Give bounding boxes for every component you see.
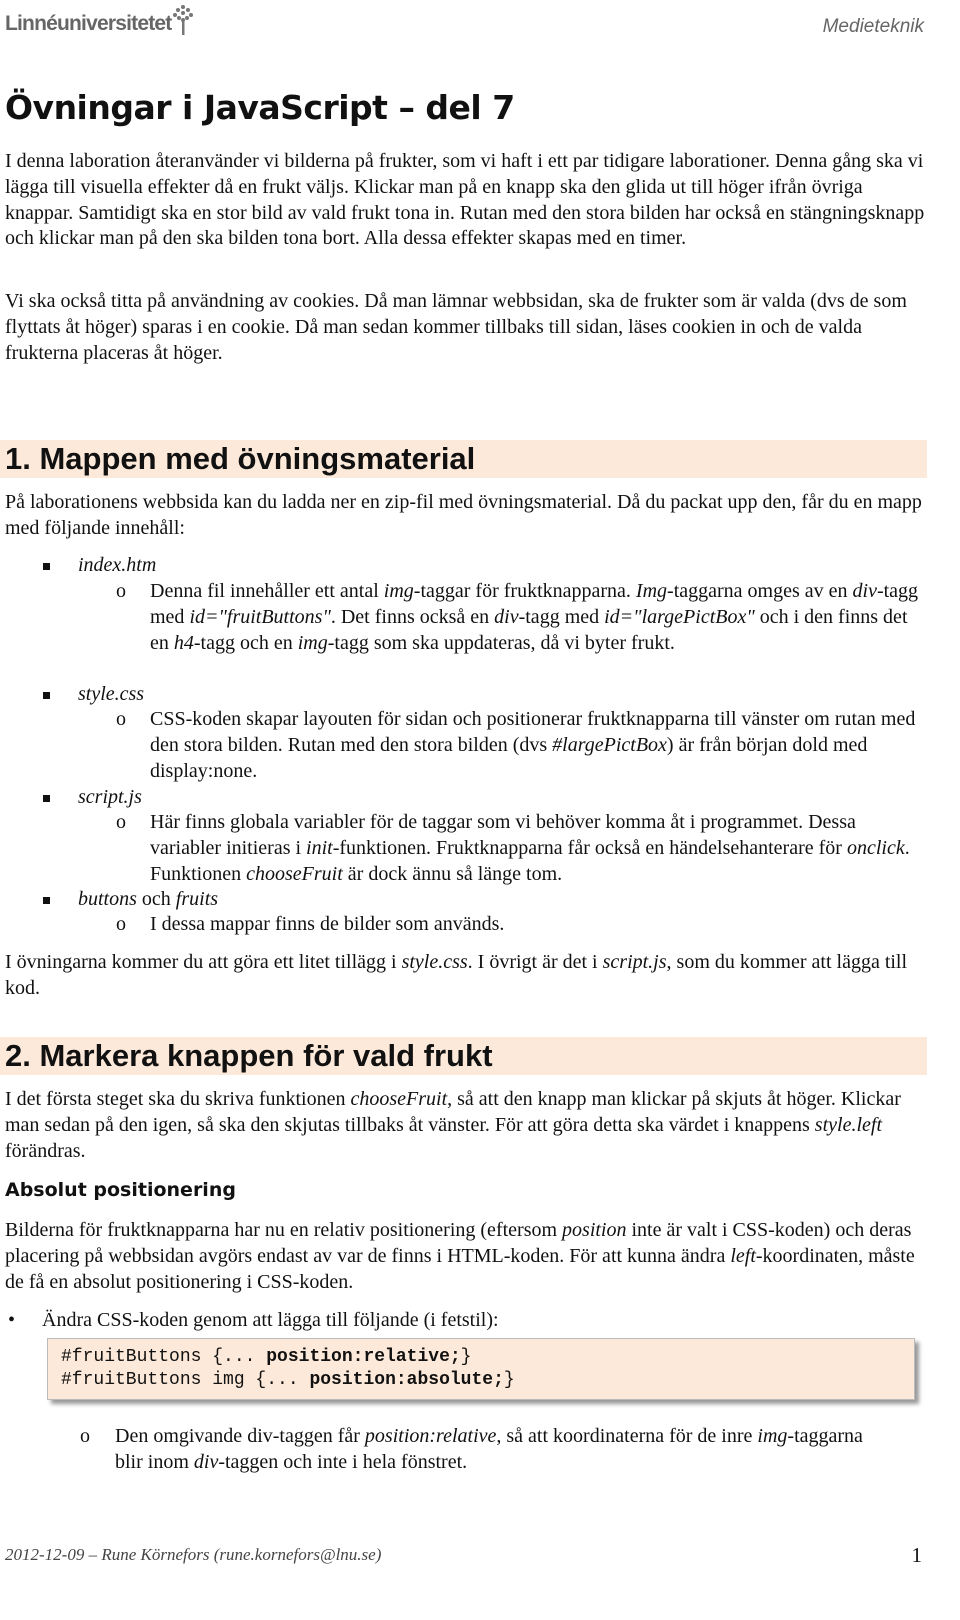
text-run: förändras. [5, 1139, 86, 1162]
footer-text: 2012-12-09 – Rune Körnefors (rune.kornefors@lnu.se) [5, 1545, 382, 1564]
sub-bullet: o [116, 708, 126, 730]
page-number: 1 [911, 1543, 922, 1567]
text-run: Denna fil innehåller ett antal [150, 580, 384, 602]
text-run: chooseFruit [350, 1088, 448, 1110]
tree-icon [171, 4, 195, 36]
text-run: Img [635, 580, 668, 602]
section-2-intro [5, 1087, 930, 1164]
file-list-item-label [78, 785, 142, 811]
text-run: #largePictBox [552, 733, 667, 756]
text-run: position [562, 1219, 627, 1241]
text-run: , som du kommer att lägga till kod. [5, 951, 908, 999]
bullet: • [8, 1309, 16, 1331]
page-title: Övningar i JavaScript – del 7 [5, 88, 515, 127]
square-bullet-icon [43, 795, 50, 802]
text-run: ) är från början dold med display:none. [150, 733, 868, 782]
text-run: chooseFruit [246, 862, 343, 885]
text-run: id="largePictBox" [604, 605, 755, 628]
text-run: -tagg med [518, 605, 605, 628]
text-run: Här finns globala variabler för de taggar som vi behöver komma åt i programmet. Dessa variabler initieras i [150, 811, 856, 859]
file-list-item-label [78, 553, 156, 579]
subheading-absolute-positioning: Absolut positionering [5, 1179, 236, 1201]
text-run: id="fruitButtons" [189, 605, 331, 628]
text-run: img [757, 1425, 788, 1447]
file-list-item-desc [150, 579, 920, 656]
file-list-item-desc [150, 707, 920, 784]
section-1-outro [5, 950, 930, 1002]
sub-bullet: o [116, 580, 126, 602]
sub-bullet: o [116, 811, 126, 833]
text-run: I övningarna kommer du att göra ett litet tillägg i [5, 951, 402, 973]
code-line [61, 1369, 914, 1392]
section-2-heading: 2. Markera knappen för vald frukt [0, 1037, 927, 1075]
text-run: . I övrigt är det i [467, 951, 603, 973]
file-list-item-label [78, 682, 144, 708]
sub-bullet-text [115, 1424, 895, 1476]
code-block [47, 1338, 915, 1400]
text-run: -funktionen. Fruktknapparna får också en händelsehanterare för [332, 836, 847, 859]
text-run: -tagg med [150, 580, 919, 628]
text-run: -koordinaten, måste de få en absolut positionering i CSS-koden. [5, 1244, 915, 1293]
text-run: position:absolute; [309, 1370, 504, 1390]
text-run: buttons [78, 888, 137, 910]
text-run: script.js [602, 951, 667, 973]
text-run: } [460, 1347, 472, 1367]
text-run: position:relative [364, 1425, 497, 1447]
text-run: Bilderna för fruktknapparna har nu en relativ positionering (eftersom [5, 1219, 563, 1241]
text-run: fruits [175, 888, 219, 910]
text-run: div [193, 1450, 219, 1473]
text-run: Den omgivande div-taggen får [115, 1425, 365, 1447]
text-run: #fruitButtons {... [61, 1347, 267, 1367]
code-line [61, 1346, 914, 1369]
text-run: I det första steget ska du skriva funktionen [5, 1088, 351, 1110]
text-run: style.css [78, 683, 145, 705]
text-run: Vi ska också titta på användning av cookies. Då man lämnar webbsidan, ska de frukter som är valda (dvs de som flyttats åt höger) sparas i en cookie. Då man sedan kommer tillbaks till sidan, läses cookien in och de valda frukterna placeras åt höger. [5, 290, 907, 364]
text-run: är dock ännu så länge tom. [342, 862, 563, 885]
section-1-heading: 1. Mappen med övningsmaterial [0, 440, 927, 478]
instruction-bullet [42, 1308, 499, 1334]
text-run: style.css [401, 951, 468, 973]
text-run: } [503, 1370, 515, 1390]
text-run: Ändra CSS-koden genom att lägga till följande (i fetstil): [42, 1309, 499, 1331]
text-run: -tagg som ska uppdateras, då vi byter frukt. [327, 631, 675, 654]
text-run: I denna laboration återanvänder vi bilderna på frukter, som vi haft i ett par tidigare laborationer. Denna gång ska vi lägga till visuella effekter då en frukt väljs. Klickar man på en knapp ska den glida ut till höger ifrån övriga knappar. Samtidigt ska en stor bild av vald frukt tona in. Rutan med den stora bilden har också en stängningsknapp och klickar man på den ska bilden tona bort. Alla dessa effekter skapas med en timer. [5, 150, 925, 250]
text-run: . Funktionen [150, 836, 910, 885]
intro-paragraph-2 [5, 289, 930, 366]
text-run: , så att den knapp man klickar på skjuts åt höger. Klickar man sedan på den igen, så ska den skjutas tillbaks åt vänster. För att göra detta ska värdet i knappens [5, 1088, 901, 1136]
text-run: inte är valt i CSS-koden) och deras placering på webbsidan avgörs endast av var de finns i HTML-koden. För att kunna ändra [5, 1219, 912, 1267]
text-run: img [383, 580, 414, 602]
text-run: -taggarna blir inom [115, 1425, 863, 1473]
text-run: position:relative; [266, 1347, 461, 1367]
file-list-item-desc [150, 912, 920, 938]
text-run: style.left [814, 1113, 882, 1136]
text-run: På laborationens webbsida kan du ladda ner en zip-fil med övningsmaterial. Då du packat upp den, får du en mapp med följande innehåll: [5, 491, 922, 539]
text-run: img [297, 631, 328, 654]
text-run: div [852, 580, 877, 602]
text-run: -taggarna omges av en [667, 580, 853, 602]
text-run: -taggar för fruktknapparna. [413, 580, 636, 602]
text-run: onclick [846, 836, 905, 859]
text-run: init [306, 836, 333, 859]
text-run: index.htm [78, 554, 157, 576]
sub-bullet: o [116, 913, 126, 935]
text-run: -taggen och inte i hela fönstret. [218, 1450, 468, 1473]
text-run: CSS-koden skapar layouten för sidan och positionerar fruktknapparna till vänster om rutan med den stora bilden. Rutan med den stora bilden (dvs [150, 708, 916, 756]
text-run: , så att koordinaterna för de inre [496, 1425, 758, 1447]
text-run: div [494, 605, 519, 628]
text-run: och [136, 888, 176, 910]
text-run: h4 [173, 631, 194, 654]
sub-bullet: o [80, 1425, 90, 1447]
file-list-item-label [78, 887, 218, 913]
text-run: -tagg och en [193, 631, 298, 654]
logo-text: Linnéuniversitetet [5, 12, 172, 35]
section-2-paragraph [5, 1218, 930, 1295]
text-run: . Det finns också en [330, 605, 495, 628]
text-run: och i den finns det en [150, 605, 908, 654]
square-bullet-icon [43, 563, 50, 570]
department-label: Medieteknik [822, 16, 924, 37]
text-run: #fruitButtons img {... [61, 1370, 310, 1390]
square-bullet-icon [43, 897, 50, 904]
text-run: script.js [78, 786, 142, 808]
text-run: I dessa mappar finns de bilder som används. [150, 913, 505, 935]
intro-paragraph-1 [5, 149, 930, 252]
section-1-intro [5, 490, 930, 542]
university-logo [5, 4, 195, 36]
square-bullet-icon [43, 692, 50, 699]
text-run: left [730, 1244, 756, 1267]
file-list-item-desc [150, 810, 920, 887]
